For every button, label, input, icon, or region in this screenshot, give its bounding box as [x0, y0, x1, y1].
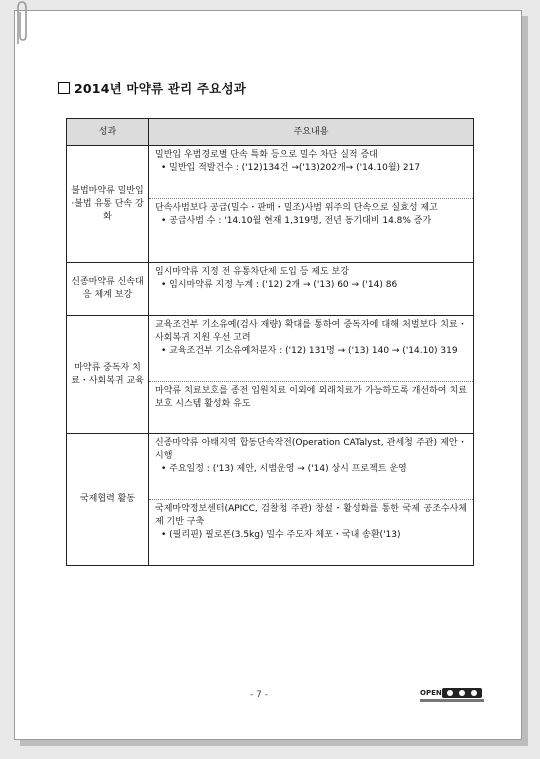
content-detail: • (필리핀) 필로폰(3.5kg) 밀수 주도자 체포・국내 송환('13): [161, 530, 401, 540]
content-cell: [149, 382, 474, 434]
content-detail: • 주요일정 : ('13) 제안, 시범운영 → ('14) 상시 프로젝트 운영: [161, 464, 407, 474]
noncommercial-icon: [459, 690, 465, 696]
content-detail: • 임시마약류 지정 누계 : ('12) 2개 → ('13) 60 → ('14) 86: [161, 280, 398, 290]
content-cell: [149, 263, 474, 316]
checkbox-square-icon: [58, 82, 70, 94]
content-cell: [149, 316, 474, 382]
page-number: - 7 -: [250, 690, 268, 700]
table-row: [67, 146, 474, 199]
content-main: 교육조건부 기소유예(검사 재량) 확대를 통하여 중독자에 대해 처벌보다 치료・사회복귀 지원 우선 고려: [155, 320, 467, 343]
content-cell: [149, 146, 474, 199]
section-heading-text: 2014년 마약류 관리 주요성과: [74, 81, 246, 96]
content-detail: • 밀반입 적발건수 : ('12)134건 →('13)202개→ ('14.10월) 217: [161, 163, 421, 173]
content-detail: • 교육조건부 기소유예처분자 : ('12) 131명 → ('13) 140 → ('14.10) 319: [161, 346, 458, 356]
content-main: 신종마약류 아태지역 합동단속작전(Operation CATalyst, 관세청 주관) 제안・시행: [155, 438, 467, 461]
content-cell: [149, 500, 474, 566]
table-row: [67, 263, 474, 316]
table-header-row: [67, 119, 474, 146]
section-heading: [58, 79, 246, 97]
header-achievement: 성과: [67, 119, 149, 146]
open-license-text: OPEN: [420, 689, 442, 697]
license-icons: [442, 688, 482, 698]
open-license-badge: [420, 688, 484, 704]
noderivs-icon: [471, 690, 477, 696]
content-main: 국제마약정보센터(APICC, 검찰청 주관) 창설・활성화를 통한 국제 공조수사체제 기반 구축: [155, 504, 467, 527]
content-main: 임시마약류 지정 전 유통차단제 도입 등 제도 보강: [155, 267, 349, 277]
content-cell: [149, 199, 474, 263]
category-cell: 국제협력 활동: [67, 434, 149, 566]
attribution-icon: [447, 690, 453, 696]
content-main: 밀반입 우범경로별 단속 특화 등으로 밀수 차단 실적 증대: [155, 150, 378, 160]
table-row: [67, 434, 474, 500]
achievements-table: [66, 118, 474, 566]
paper-clip-icon: [13, 0, 29, 46]
table-row: [67, 316, 474, 382]
license-caption-bar: [420, 699, 484, 702]
header-main-content: 주요내용: [149, 119, 474, 146]
content-main: 마약류 치료보호를 종전 입원치료 이외에 외래치료가 가능하도록 개선하여 치료보호 시스템 활성화 유도: [155, 386, 467, 409]
category-cell: 불법마약류 밀반입·불법 유통 단속 강화: [67, 146, 149, 263]
category-cell: 마약류 중독자 치료・사회복귀 교육: [67, 316, 149, 434]
category-cell: 신종마약류 신속대응 체계 보강: [67, 263, 149, 316]
content-cell: [149, 434, 474, 500]
content-main: 단속사범보다 공급(밀수・판매・밀조)사범 위주의 단속으로 실효성 제고: [155, 203, 438, 213]
content-detail: • 공급사범 수 : '14.10월 현재 1,319명, 전년 동기대비 14.8% 증가: [161, 216, 432, 226]
